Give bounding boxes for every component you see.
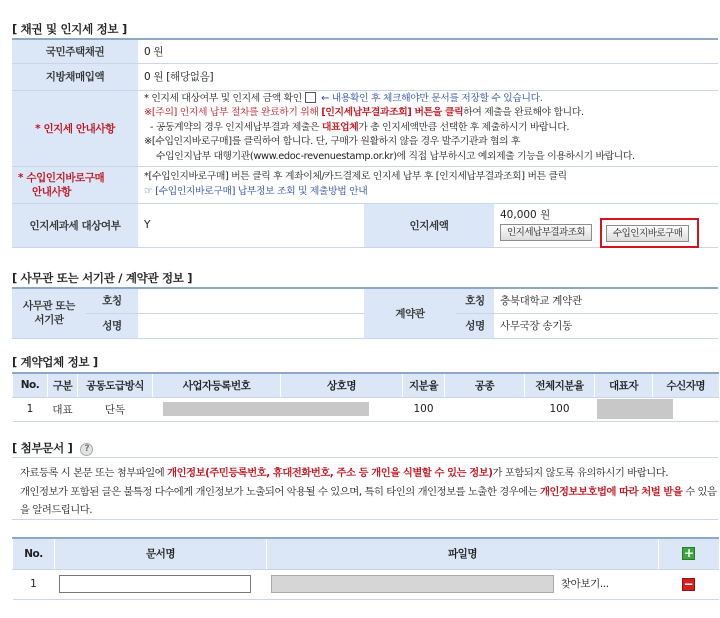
col-biz-reg-no: 사업자등록번호 xyxy=(153,373,281,397)
attach-col-action xyxy=(659,538,719,569)
stamp-confirm-checkbox[interactable] xyxy=(305,92,316,103)
row-type: 대표 xyxy=(48,397,78,421)
remove-cell xyxy=(659,569,719,599)
browse-button[interactable]: 찾아보기... xyxy=(560,578,609,590)
officer-name-label: 성명 xyxy=(86,313,138,338)
attachment-table xyxy=(12,537,719,600)
purchase-guide-link[interactable]: ☞ [수입인지바로구매] 납부정보 조회 및 제출방법 안내 xyxy=(144,185,368,197)
row-share: 100 xyxy=(403,397,445,421)
section-title-officer: [ 사무관 또는 서기관 / 계약관 정보 ] xyxy=(12,271,193,285)
notice-divider xyxy=(12,519,718,520)
file-name-input[interactable] xyxy=(271,575,554,593)
attach-row-no: 1 xyxy=(13,569,55,599)
local-bond-value: 0 원 [해당없음] xyxy=(138,63,718,90)
officer-title-value xyxy=(138,288,364,313)
file-name-cell xyxy=(267,569,659,599)
remove-row-icon[interactable]: − xyxy=(683,576,694,591)
section-title-company: [ 계약업체 정보 ] xyxy=(12,355,98,369)
officer-title-label: 호칭 xyxy=(86,288,138,313)
stamp-info-label: * 인지세 안내사항 xyxy=(12,90,138,166)
bond-stamp-table xyxy=(12,38,718,248)
stamp-amount-value: 40,000 원 xyxy=(500,208,551,221)
officer-label: 사무관 또는 서기관 xyxy=(12,288,86,338)
stamp-purchase-button[interactable]: 수입인지바로구매 xyxy=(606,225,689,242)
stamp-result-button[interactable]: 인지세납부결과조회 xyxy=(500,224,592,241)
col-recipient: 수신자명 xyxy=(653,373,719,397)
doc-name-input[interactable] xyxy=(59,575,251,593)
purchase-info-content: *[수입인지바로구매] 버튼 클릭 후 계좌이체/카드결제로 인지세 납부 후 [인지세납부결과조회] 버튼 클릭 ☞ [수입인지바로구매] 납부정보 조회 및 제출방법 안내 xyxy=(138,166,718,203)
attachment-row xyxy=(13,569,719,599)
help-icon[interactable]: ? xyxy=(80,443,93,456)
col-share: 지분율 xyxy=(403,373,445,397)
contract-name-label: 성명 xyxy=(456,313,494,338)
contract-officer-label: 계약관 xyxy=(364,288,456,338)
taxable-value: Y xyxy=(138,203,364,247)
officer-table xyxy=(12,287,718,339)
col-total-share: 전체지분율 xyxy=(525,373,595,397)
stamp-amount-label: 인지세액 xyxy=(364,203,494,247)
col-method: 공동도급방식 xyxy=(78,373,153,397)
taxable-label: 인지세과세 대상여부 xyxy=(12,203,138,247)
redacted-representative xyxy=(595,397,719,421)
col-company-name: 상호명 xyxy=(281,373,403,397)
contract-title-value: 충북대학교 계약관 xyxy=(494,288,718,313)
add-row-icon[interactable]: + xyxy=(683,546,694,561)
attachment-table-header xyxy=(13,538,719,569)
redacted-biz-info xyxy=(153,397,403,421)
contract-name-value: 사무국장 송기동 xyxy=(494,313,718,338)
purchase-button-highlight xyxy=(600,218,699,248)
table-row xyxy=(13,397,719,421)
local-bond-label: 지방채매입액 xyxy=(12,63,138,90)
row-work-type xyxy=(445,397,525,421)
row-total-share: 100 xyxy=(525,397,595,421)
attach-col-file: 파일명 xyxy=(267,538,659,569)
company-table xyxy=(12,372,719,422)
purchase-info-label: * 수입인지바로구매 안내사항 xyxy=(12,166,138,203)
section-title-attachments: [ 첨부문서 ] ? xyxy=(12,440,93,456)
doc-name-cell xyxy=(55,569,267,599)
housing-bond-value: 0 원 xyxy=(138,39,718,63)
row-method: 단독 xyxy=(78,397,153,421)
col-no: No. xyxy=(13,373,48,397)
col-work-type: 공종 xyxy=(445,373,525,397)
col-representative: 대표자 xyxy=(595,373,653,397)
company-table-header xyxy=(13,373,719,397)
stamp-info-content: * 인지세 대상여부 및 인지세 금액 확인 ← 내용확인 후 체크해야만 문서를 저장할 수 있습니다. ※[주의] 인지세 납부 절차를 완료하기 위해 [인지세납부결과조회] 버튼을 클릭하여 제출을 완료해야 합니다. - 공동계약의 경우 인지세납부결과 제출은 대표업체가 총 인지세액만큼 선택한 후 제출하시기 바랍니다. ※[수입인지바로구매]를 클릭하여 합니다. 단, 구매가 원활하지 않을 경우 발주기관과 협의 후 수입인지납부 대행기관(www.edoc-revenuestamp.or.kr)에 직접 납부하시고 예외제출 기능을 이용하시기 바랍니다. xyxy=(138,90,718,166)
attach-col-doc: 문서명 xyxy=(55,538,267,569)
section-title-bond-stamp: [ 채권 및 인지세 정보 ] xyxy=(12,22,127,36)
row-no: 1 xyxy=(13,397,48,421)
officer-name-value xyxy=(138,313,364,338)
col-type: 구분 xyxy=(48,373,78,397)
privacy-notice: 자료등록 시 본문 또는 첨부파일에 개인정보(주민등록번호, 휴대전화번호, 주소 등 개인을 식별할 수 있는 정보)가 포함되지 않도록 유의하시기 바랍니다. 개인정보가 포함된 글은 불특정 다수에게 개인정보가 노출되어 악용될 수 있으며, 특히 타인의 개인정보를 노출한 경우에는 개인정보보호법에 따라 처벌 받을 수 있음을 알려드립니다. xyxy=(12,457,718,520)
attach-col-no: No. xyxy=(13,538,55,569)
stamp-amount-cell xyxy=(494,203,718,247)
link-icon: ☞ xyxy=(144,185,153,197)
housing-bond-label: 국민주택채권 xyxy=(12,39,138,63)
contract-title-label: 호칭 xyxy=(456,288,494,313)
